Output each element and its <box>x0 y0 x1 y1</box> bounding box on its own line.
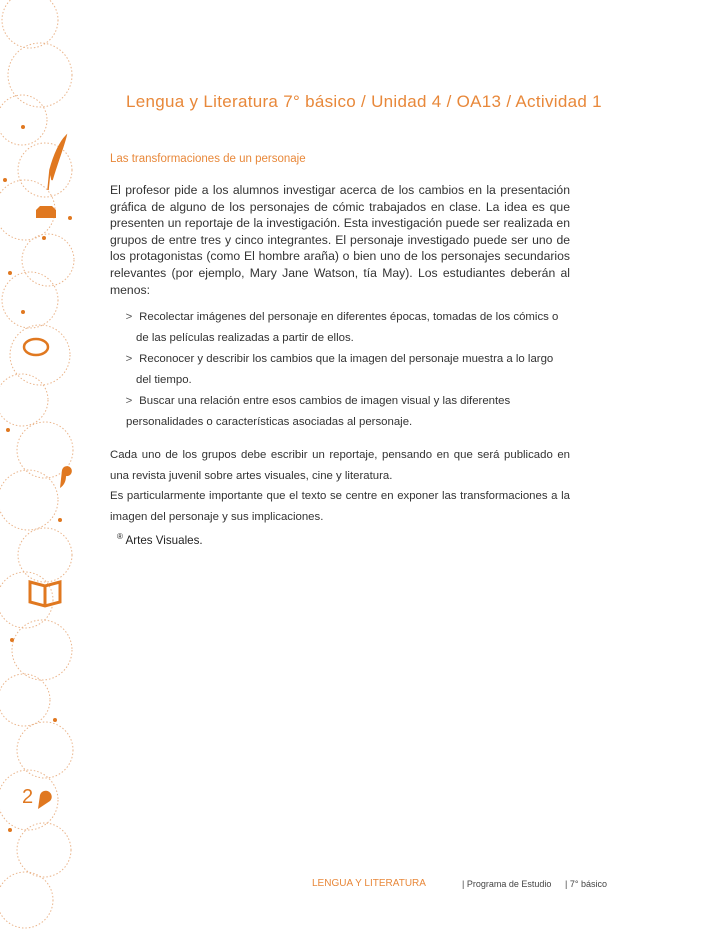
activity-subtitle: Las transformaciones de un personaje <box>110 153 306 165</box>
footer-grade: | 7° básico <box>565 879 607 889</box>
closing-text <box>110 445 570 527</box>
page-number: 2 <box>22 786 34 808</box>
task-list <box>110 307 570 433</box>
speech-bubble-icon <box>24 339 48 355</box>
related-subject: ® Artes Visuales. <box>117 532 203 547</box>
inkwell-icon <box>36 206 56 218</box>
footer-program: | Programa de Estudio <box>462 879 552 889</box>
bullet-chevron-icon: > <box>125 395 133 407</box>
book-icon <box>30 582 60 606</box>
list-item: > Recolectar imágenes del personaje en diferentes épocas, tomadas de los cómics o de las películas realizadas a partir de ellos. <box>110 307 570 348</box>
comma-icon <box>60 466 72 488</box>
closing-paragraph: Cada uno de los grupos debe escribir un reportaje, pensando en que será publicado en una revista juvenil sobre artes visuales, cine y literatura. <box>110 449 570 482</box>
list-item: > Buscar una relación entre esos cambios de imagen visual y las diferentes personalidades o características asociadas al personaje. <box>110 391 570 432</box>
list-item: > Reconocer y describir los cambios que la imagen del personaje muestra a lo largo del tiempo. <box>110 349 570 390</box>
registered-symbol: ® <box>117 532 123 541</box>
microphone-icon <box>38 791 52 809</box>
decorative-swirl-border <box>0 0 80 932</box>
bullet-chevron-icon: > <box>125 353 133 365</box>
footer-subject: LENGUA Y LITERATURA <box>312 878 426 889</box>
closing-paragraph: Es particularmente importante que el texto se centre en exponer las transformaciones a la imagen del personaje y sus implicaciones. <box>110 490 570 523</box>
bullet-chevron-icon: > <box>125 311 133 323</box>
page-title: Lengua y Literatura 7° básico / Unidad 4 / OA13 / Actividad 1 <box>126 92 602 111</box>
intro-paragraph: El profesor pide a los alumnos investigar acerca de los cambios en la presentación gráfica de alguno de los personajes de cómic trabajados en clase. La idea es que presenten un reportaje de la investigación. Esta investigación puede ser realizada en grupos de entre tres y cinco integrantes. El personaje investigado puede ser uno de los protagonistas (como El hombre araña) o bien uno de los personajes secundarios relevantes (por ejemplo, Mary Jane Watson, tía May). Los estudiantes deberán al menos: <box>110 183 570 297</box>
feather-icon <box>48 136 66 190</box>
